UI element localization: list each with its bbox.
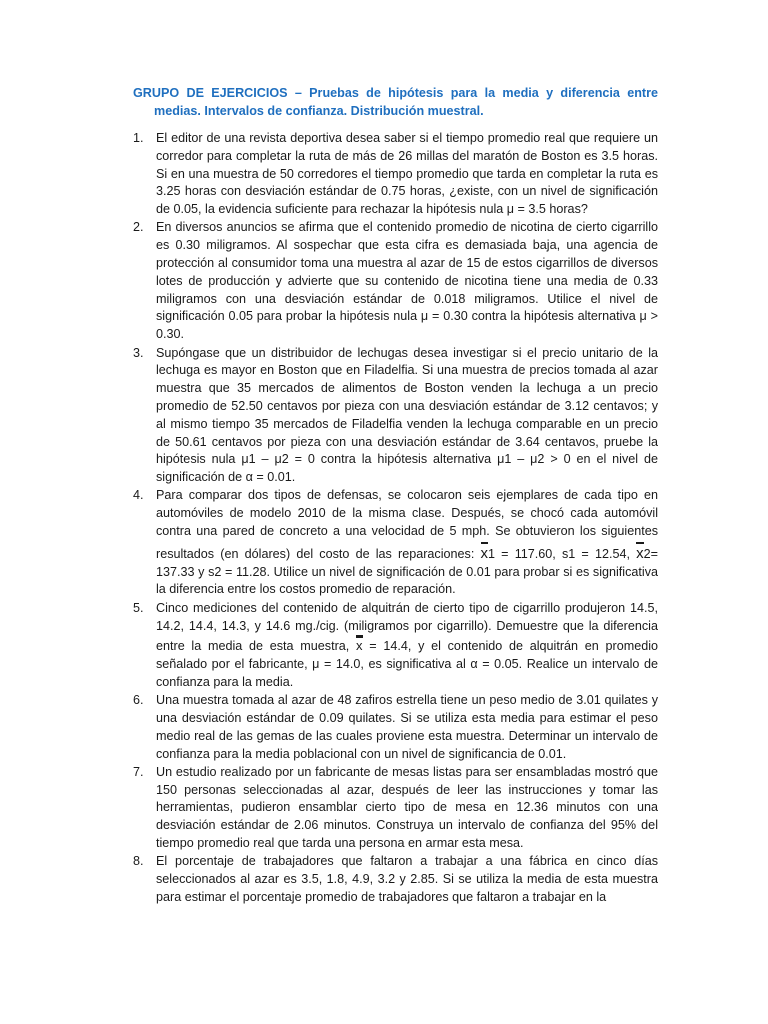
exercise-number: 5. [133, 600, 144, 615]
exercise-item-4 [133, 487, 658, 599]
exercise-text: 2= 137.33 y s2 = 11.28. Utilice un nivel de significación de 0.01 para probar si es significativa la diferencia entre los costos promedio de reparación. [156, 546, 658, 597]
x-bar-symbol: x [481, 541, 489, 563]
exercise-text: Un estudio realizado por un fabricante de mesas listas para ser ensambladas mostró que 150 personas seleccionadas al azar, después de leer las instrucciones y tomar las herramientas, pudieron ensamblar cierto tipo de mesa en 12.36 minutos con una desviación estándar de 2.06 minutos. Construya un intervalo de confianza del 95% del tiempo promedio real que tarda una persona en armar esta mesa. [156, 764, 658, 851]
exercise-number: 8. [133, 854, 144, 869]
exercise-text: El editor de una revista deportiva desea saber si el tiempo promedio real que requiere un corredor para completar la ruta de más de 26 millas del maratón de Boston es 3.5 horas. Si en una muestra de 50 corredores el tiempo promedio que tarda en completar la ruta es 3.25 horas con desviación estándar de 0.75 horas, ¿existe, con un nivel de significación de 0.05, la evidencia suficiente para rechazar la hipótesis nula μ = 3.5 horas? [156, 131, 658, 217]
exercise-text: Para comparar dos tipos de defensas, se colocaron seis ejemplares de cada tipo en automóviles de modelo 2010 de la misma clase. Después, se chocó cada automóvil contra una pared de concreto a una velocidad de 5 mph. Se obtuvieron los siguientes resultados (en dólares) del costo de las reparaciones: [156, 488, 658, 561]
document-title: GRUPO DE EJERCICIOS – Pruebas de hipótesis para la media y diferencia entre medias. Intervalos de confianza. Distribución muestral. [133, 86, 658, 118]
exercise-text: = 14.4, y el contenido de alquitrán en promedio señalado por el fabricante, μ = 14.0, es significativa al α = 0.05. Realice un intervalo de confianza para la media. [156, 639, 659, 689]
exercise-number: 2. [133, 220, 144, 235]
exercise-item-2 [133, 219, 658, 344]
exercise-item-5 [133, 600, 658, 692]
exercise-number: 6. [133, 693, 144, 708]
exercise-list [133, 130, 658, 907]
exercise-text: Una muestra tomada al azar de 48 zafiros estrella tiene un peso medio de 3.01 quilates y una desviación estándar de 0.09 quilates. Si se utiliza esta media para estimar el peso medio real de las gemas de las cuales proviene esta muestra. Determinar un intervalo de confianza para la media poblacional con un nivel de significancia de 0.01. [156, 693, 658, 761]
exercise-item-7 [133, 764, 658, 853]
exercise-item-6 [133, 692, 658, 763]
exercise-text: Supóngase que un distribuidor de lechugas desea investigar si el precio unitario de la lechuga es mayor en Boston que en Filadelfia. Si una muestra de precios tomada al azar muestra que 35 mercados de alimentos de Boston venden la lechuga a un precio promedio de 52.50 centavos por pieza con una desviación estándar de 3.12 centavos; y al mismo tiempo 35 mercados de Filadelfia venden la lechuga comparable en un precio de 50.61 centavos por pieza con una desviación estándar de 3.64 centavos, pruebe la hipótesis nula μ1 – μ2 = 0 contra la hipótesis alternativa μ1 – μ2 > 0 en el nivel de significación de α = 0.01. [156, 345, 658, 485]
exercise-item-8 [133, 853, 658, 906]
exercise-text: El porcentaje de trabajadores que faltaron a trabajar a una fábrica en cinco días seleccionados al azar es 3.5, 1.8, 4.9, 3.2 y 2.85. Si se utiliza la media de esta muestra para estimar el porcentaje promedio de trabajadores que faltaron a trabajar en la [156, 854, 658, 904]
exercise-number: 4. [133, 488, 144, 503]
x-bar-symbol: x [356, 635, 363, 655]
exercise-item-3 [133, 345, 658, 487]
exercise-text: Cinco mediciones del contenido de alquitrán de cierto tipo de cigarrillo produjeron 14.5, 14.2, 14.4, 14.3, y 14.6 mg./cig. (miligramos por cigarrillo). Demuestre que la diferencia entre la media de esta muestra, [156, 600, 658, 654]
exercise-item-1 [133, 130, 658, 219]
exercise-number: 7. [133, 764, 144, 779]
exercise-number: 1. [133, 131, 144, 145]
exercise-number: 3. [133, 345, 144, 360]
x-bar-symbol: x [636, 541, 644, 563]
exercise-text: 1 = 117.60, s1 = 12.54, [488, 546, 630, 561]
exercise-text: En diversos anuncios se afirma que el contenido promedio de nicotina de cierto cigarrillo es 0.30 miligramos. Al sospechar que esta cifra es demasiada baja, una agencia de protección al consumidor toma una muestra al azar de 15 de estos cigarrillos de diversos lotes de producción y advierte que su contenido de nicotina tiene una media de 0.33 miligramos con una desviación estándar de 0.018 miligramos. Utilice el nivel de significación 0.05 para probar la hipótesis nula μ = 0.30 contra la hipótesis alternativa μ > 0.30. [156, 220, 658, 342]
